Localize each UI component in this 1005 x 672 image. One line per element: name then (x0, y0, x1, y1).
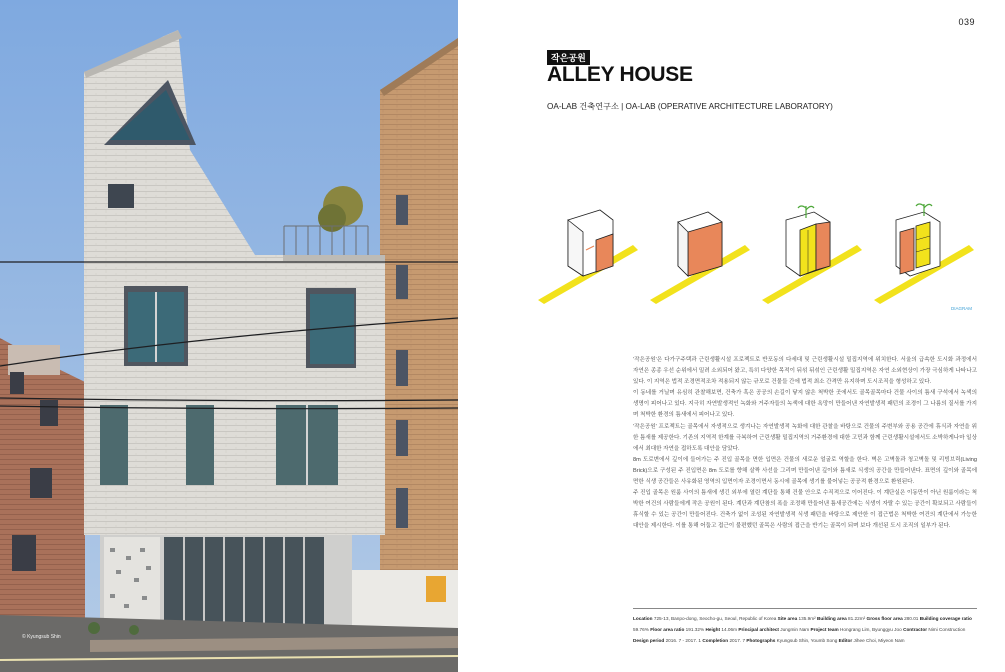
spec-value: Kyungsub Shin, Youmb Song (776, 638, 838, 643)
category-tag: 작은공원 (547, 50, 590, 65)
spec-label: Gross floor area (866, 616, 903, 621)
spec-value: 2017. 7 (729, 638, 746, 643)
spec-label: Contractor (903, 627, 928, 632)
spec-label: Height (705, 627, 721, 632)
spec-label: Editor (838, 638, 853, 643)
spec-value: Jihee Choi, Miyeon Nam (853, 638, 905, 643)
spec-value: Jungmin Nam (780, 627, 810, 632)
spec-label: Building area (817, 616, 847, 621)
diagram-label: DIAGRAM (951, 306, 973, 311)
spec-value: 725-13, Banpo-dong, Seocho-gu, Seoul, Republic of Korea (653, 616, 777, 621)
article-title: ALLEY HOUSE (547, 63, 693, 86)
diagram-step-3 (762, 206, 862, 304)
spec-value: 14.06m (721, 627, 738, 632)
body-paragraph: '작은공원' 프로젝트는 골목에서 자생적으로 생겨나는 자연발생적 녹화에 대한 관찰을 바탕으로 건물의 주변부와 공용 공간에 휴식과 자연을 위한 틈새를 제공한다. 기존의 지역적 한계를 극복하여 근린생활 밀집지역의 거주환경에 대한 고민과 함께 근린생활시설에서도 소박하게나마 일상에서 최대한 자연을 접하도록 대안을 담았다. (633, 423, 977, 452)
spec-value: 81.22m² (848, 616, 866, 621)
spec-label: Location (633, 616, 653, 621)
body-paragraph: 이 동네를 거닐며 유심히 관찰해보면, 건축가 혹은 공공의 손길이 닿지 않은 척박한 곳에서도 골목골목마다 건물 사이의 틈새 구석에서 녹색의 생명이 피어나고 있다. 지극히 자연발생적인 녹화와 거주자들의 녹색에 대한 욕망이 만들어낸 자연발생적 패턴의 조경이 그 나름의 질서를 가지며 척박한 환경의 틈새에서 피어나고 있다. (633, 390, 977, 419)
project-specs (633, 608, 977, 646)
article-body (633, 355, 977, 533)
spec-label: Design period (633, 638, 665, 643)
spec-value: 280.01 (904, 616, 919, 621)
spec-label: Floor area ratio (650, 627, 685, 632)
spec-label: Site area (777, 616, 798, 621)
spec-label: Building coverage ratio (919, 616, 972, 621)
architect-credit: OA-LAB 건축연구소 | OA-LAB (OPERATIVE ARCHITECTURE LABORATORY) (547, 102, 833, 111)
spec-label: Completion (702, 638, 729, 643)
spec-value: 59.76% (633, 627, 649, 632)
page-number: 039 (958, 17, 975, 27)
spec-value: Hongrang Lim, Byunggyu Joo (839, 627, 902, 632)
spec-value: Nimi Construction (928, 627, 966, 632)
alley-house-photo-illustration (0, 0, 458, 672)
building-photo (0, 0, 458, 672)
massing-diagram (538, 190, 978, 310)
body-paragraph: 8m 도로변에서 깊이에 들어가는 주 진입 골목을 면한 입면은 건물의 새로운 얼굴로 역할을 한다. 벽은 고벽돌과 청고벽돌 및 리빙브릭(Living Brick)으로 구성된 주 진입면은 8m 도로를 향해 살짝 사선을 그리며 만들어낸 깊이와 틈새로 식생의 공간을 만들어낸다. 표면의 깊이와 골목에 면한 식생 공간들은 사유화된 영역의 입면이자 조경이면서 동시에 골목에 생기를 불어넣는 공공적 환경으로 환원된다. (633, 456, 977, 486)
spec-value: 135.9m² (798, 616, 816, 621)
body-paragraph: '작은공원'은 다가구주택과 근린생활시설 프로젝트로 반포동의 다세대 및 근린생활시설 밀집지역에 위치한다. 서울의 급속한 도시화 과정에서 자연은 종종 우선 순위에서 밀려 소외되어 왔고, 특히 다양한 목적이 뒤섞 뒤섞인 근린생활 밀집지역은 자연 소외현상이 가장 극심하게 나타나고 있다. 이 지역은 법적 조경면적조차 적용되지 않는 규모로 건물들 간에 법적 최소 간격만 유지하며 도시조직을 형성하고 있다. (633, 357, 977, 386)
diagram-step-4 (874, 204, 974, 304)
spec-label: Principal architect (738, 627, 779, 632)
article-page (458, 0, 1005, 672)
spec-label: Photographs (746, 638, 776, 643)
spec-value: 2016. 7 - 2017. 1 (665, 638, 702, 643)
spec-label: Project team (810, 627, 839, 632)
photo-credit: © Kyungsub Shin (22, 634, 61, 640)
diagram-step-1 (538, 210, 638, 304)
body-paragraph: 주 진입 골목은 원룸 사이의 틈새에 생긴 외부에 열린 계단들 통해 건물 안으로 수직적으로 이어진다. 이 계단실은 이동만이 아닌 원룸이라는 척박한 여건의 사람들에게 작은 공원이 된다. 계단과 계단참의 폭을 조정해 만들어낸 틈새공간에는 식생이 자랄 수 있는 공간이 확보되고 사람들이 휴식할 수 있는 공간이 만들어진다. 건축가 없이 조성된 자연발생적 식생 패턴을 바탕으로 제안한 이 접근법은 척박한 여건의 계단에서 가능한 대안을 제시한다. 이를 통해 어둡고 접근이 불편했던 골목은 사람의 접근을 반기는 골목이 되며 보다 개선된 도시 조직의 일부가 된다. (633, 490, 977, 530)
spec-value: 191.32% (685, 627, 705, 632)
diagram-step-2 (650, 212, 750, 304)
